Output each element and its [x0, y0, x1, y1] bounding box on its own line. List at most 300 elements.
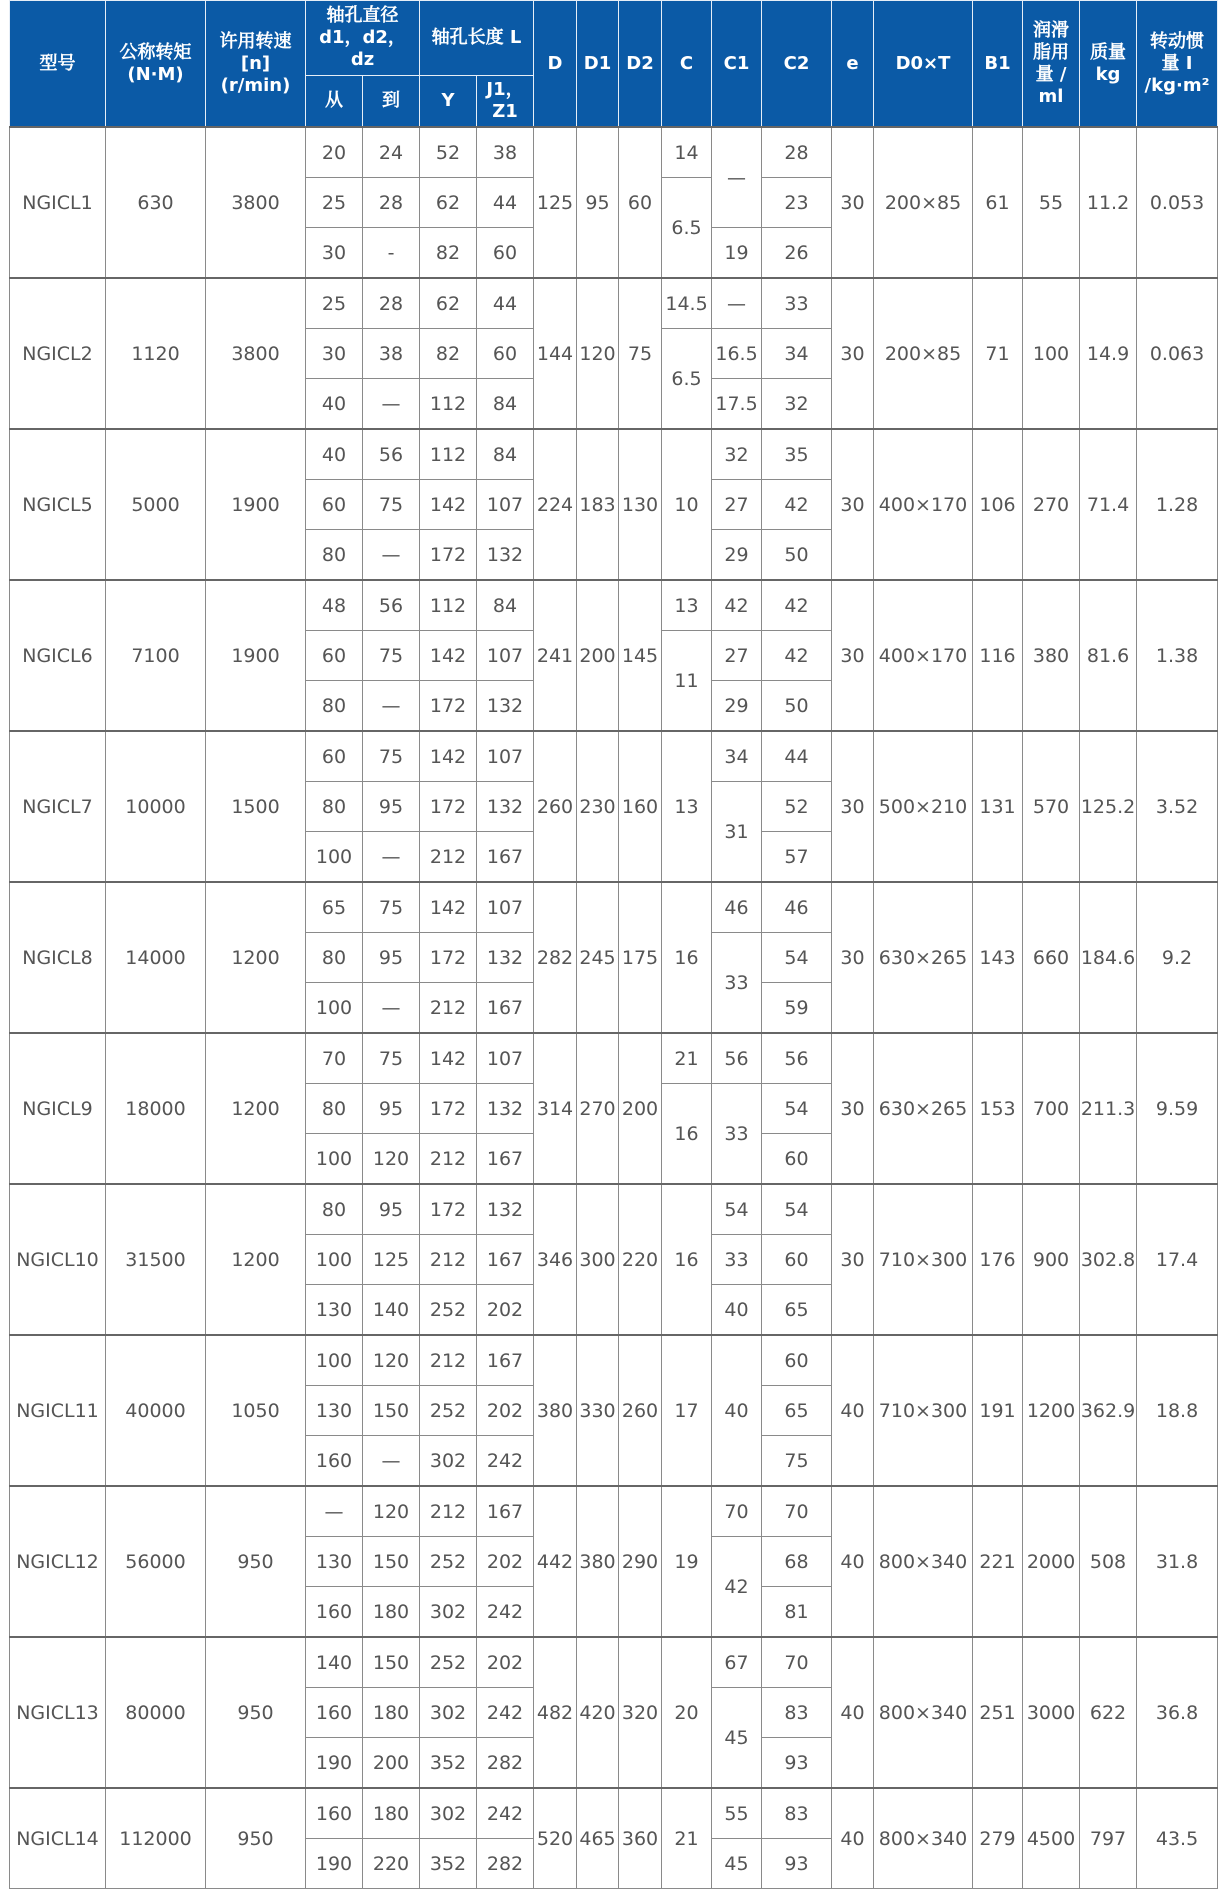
length-J1Z1-cell: 132	[477, 782, 534, 832]
length-Y-cell: 352	[420, 1839, 477, 1889]
grease-cell: 660	[1023, 882, 1080, 1033]
C1-cell: 29	[712, 681, 762, 732]
D-cell: 241	[534, 580, 577, 731]
bore-from-cell: 60	[306, 480, 363, 530]
speed-cell: 1050	[206, 1335, 306, 1486]
bore-to-cell: 95	[363, 782, 420, 832]
bore-from-cell: 48	[306, 580, 363, 631]
C2-cell: 83	[762, 1688, 832, 1738]
D0T-cell: 800×340	[874, 1637, 973, 1788]
length-Y-cell: 172	[420, 681, 477, 732]
length-J1Z1-cell: 167	[477, 983, 534, 1034]
bore-from-cell: 80	[306, 681, 363, 732]
coupling-spec-table	[9, 0, 1218, 1889]
model-cell: NGICL5	[10, 429, 106, 580]
bore-to-cell: 56	[363, 429, 420, 480]
C-cell: 20	[662, 1637, 712, 1788]
D2-cell: 220	[619, 1184, 662, 1335]
bore-from-cell: 80	[306, 530, 363, 581]
length-Y-cell: 112	[420, 379, 477, 430]
length-J1Z1-cell: 242	[477, 1688, 534, 1738]
length-Y-cell: 302	[420, 1788, 477, 1839]
length-J1Z1-cell: 107	[477, 1033, 534, 1084]
C1-cell: 45	[712, 1688, 762, 1789]
length-Y-cell: 212	[420, 1134, 477, 1185]
C-cell: 19	[662, 1486, 712, 1637]
bore-to-cell: 28	[363, 178, 420, 228]
grease-cell: 3000	[1023, 1637, 1080, 1788]
length-J1Z1-cell: 167	[477, 1235, 534, 1285]
C2-cell: 28	[762, 127, 832, 178]
bore-from-cell: 80	[306, 1084, 363, 1134]
torque-cell: 40000	[106, 1335, 206, 1486]
C-cell: 11	[662, 631, 712, 732]
grease-cell: 570	[1023, 731, 1080, 882]
D-cell: 380	[534, 1335, 577, 1486]
bore-from-cell: 190	[306, 1738, 363, 1789]
length-J1Z1-cell: 167	[477, 1134, 534, 1185]
speed-cell: 3800	[206, 127, 306, 278]
B1-cell: 143	[973, 882, 1023, 1033]
inertia-cell: 3.52	[1137, 731, 1218, 882]
model-cell: NGICL11	[10, 1335, 106, 1486]
D1-cell: 245	[577, 882, 619, 1033]
model-cell: NGICL8	[10, 882, 106, 1033]
speed-cell: 950	[206, 1637, 306, 1788]
C1-cell: —	[712, 278, 762, 329]
bore-from-cell: 30	[306, 329, 363, 379]
mass-cell: 362.9	[1080, 1335, 1137, 1486]
inertia-cell: 18.8	[1137, 1335, 1218, 1486]
header-Y: Y	[420, 76, 477, 128]
header-mass: 质量 kg	[1080, 1, 1137, 128]
e-cell: 30	[832, 882, 874, 1033]
C1-cell: 32	[712, 429, 762, 480]
length-J1Z1-cell: 60	[477, 228, 534, 279]
length-Y-cell: 112	[420, 429, 477, 480]
C2-cell: 70	[762, 1637, 832, 1688]
D2-cell: 175	[619, 882, 662, 1033]
header-inertia: 转动惯 量 I /kg·m²	[1137, 1, 1218, 128]
bore-from-cell: 100	[306, 1335, 363, 1386]
grease-cell: 4500	[1023, 1788, 1080, 1889]
bore-to-cell: 75	[363, 631, 420, 681]
C1-cell: 16.5	[712, 329, 762, 379]
C2-cell: 54	[762, 1084, 832, 1134]
length-J1Z1-cell: 132	[477, 530, 534, 581]
D1-cell: 380	[577, 1486, 619, 1637]
length-J1Z1-cell: 202	[477, 1537, 534, 1587]
C1-cell: 70	[712, 1486, 762, 1537]
C2-cell: 70	[762, 1486, 832, 1537]
bore-from-cell: 130	[306, 1285, 363, 1336]
bore-from-cell: 160	[306, 1788, 363, 1839]
length-J1Z1-cell: 242	[477, 1587, 534, 1638]
bore-from-cell: —	[306, 1486, 363, 1537]
length-J1Z1-cell: 167	[477, 1486, 534, 1537]
header-B1: B1	[973, 1, 1023, 128]
length-J1Z1-cell: 132	[477, 1084, 534, 1134]
speed-cell: 1200	[206, 1033, 306, 1184]
model-cell: NGICL1	[10, 127, 106, 278]
length-J1Z1-cell: 132	[477, 1184, 534, 1235]
B1-cell: 131	[973, 731, 1023, 882]
model-cell: NGICL6	[10, 580, 106, 731]
D1-cell: 330	[577, 1335, 619, 1486]
length-Y-cell: 62	[420, 278, 477, 329]
bore-from-cell: 130	[306, 1386, 363, 1436]
length-Y-cell: 172	[420, 1084, 477, 1134]
bore-to-cell: 75	[363, 882, 420, 933]
length-J1Z1-cell: 107	[477, 731, 534, 782]
grease-cell: 2000	[1023, 1486, 1080, 1637]
bore-to-cell: 24	[363, 127, 420, 178]
length-Y-cell: 252	[420, 1537, 477, 1587]
e-cell: 30	[832, 580, 874, 731]
bore-from-cell: 20	[306, 127, 363, 178]
C1-cell: 54	[712, 1184, 762, 1235]
bore-from-cell: 40	[306, 429, 363, 480]
model-cell: NGICL14	[10, 1788, 106, 1889]
length-Y-cell: 252	[420, 1637, 477, 1688]
bore-from-cell: 100	[306, 832, 363, 883]
C-cell: 13	[662, 731, 712, 882]
D2-cell: 260	[619, 1335, 662, 1486]
speed-cell: 1900	[206, 429, 306, 580]
C2-cell: 68	[762, 1537, 832, 1587]
C-cell: 6.5	[662, 329, 712, 430]
bore-from-cell: 160	[306, 1436, 363, 1487]
bore-to-cell: —	[363, 530, 420, 581]
C1-cell: 34	[712, 731, 762, 782]
C-cell: 10	[662, 429, 712, 580]
e-cell: 30	[832, 1033, 874, 1184]
bore-to-cell: 56	[363, 580, 420, 631]
length-Y-cell: 252	[420, 1285, 477, 1336]
D0T-cell: 400×170	[874, 580, 973, 731]
header-e: e	[832, 1, 874, 128]
C2-cell: 60	[762, 1235, 832, 1285]
C1-cell: 40	[712, 1285, 762, 1336]
table-row	[10, 429, 1218, 480]
bore-to-cell: 38	[363, 329, 420, 379]
header-model: 型号	[10, 1, 106, 128]
torque-cell: 80000	[106, 1637, 206, 1788]
D2-cell: 145	[619, 580, 662, 731]
model-cell: NGICL7	[10, 731, 106, 882]
speed-cell: 1200	[206, 1184, 306, 1335]
bore-to-cell: 95	[363, 1184, 420, 1235]
C-cell: 17	[662, 1335, 712, 1486]
inertia-cell: 0.063	[1137, 278, 1218, 429]
grease-cell: 100	[1023, 278, 1080, 429]
bore-to-cell: 180	[363, 1788, 420, 1839]
bore-from-cell: 80	[306, 782, 363, 832]
length-Y-cell: 212	[420, 832, 477, 883]
mass-cell: 302.8	[1080, 1184, 1137, 1335]
C2-cell: 75	[762, 1436, 832, 1487]
D0T-cell: 200×85	[874, 127, 973, 278]
mass-cell: 622	[1080, 1637, 1137, 1788]
bore-from-cell: 65	[306, 882, 363, 933]
speed-cell: 1500	[206, 731, 306, 882]
torque-cell: 5000	[106, 429, 206, 580]
C2-cell: 42	[762, 580, 832, 631]
C2-cell: 42	[762, 631, 832, 681]
bore-from-cell: 25	[306, 178, 363, 228]
D1-cell: 300	[577, 1184, 619, 1335]
C2-cell: 54	[762, 1184, 832, 1235]
C2-cell: 44	[762, 731, 832, 782]
C2-cell: 65	[762, 1386, 832, 1436]
C1-cell: 33	[712, 1235, 762, 1285]
header-bore-length: 轴孔长度 L	[420, 1, 534, 76]
model-cell: NGICL2	[10, 278, 106, 429]
e-cell: 30	[832, 278, 874, 429]
D1-cell: 270	[577, 1033, 619, 1184]
bore-to-cell: 150	[363, 1537, 420, 1587]
speed-cell: 3800	[206, 278, 306, 429]
D-cell: 442	[534, 1486, 577, 1637]
length-Y-cell: 142	[420, 1033, 477, 1084]
header-D2: D2	[619, 1, 662, 128]
table-row	[10, 1335, 1218, 1386]
bore-to-cell: 200	[363, 1738, 420, 1789]
C1-cell: 56	[712, 1033, 762, 1084]
bore-from-cell: 190	[306, 1839, 363, 1889]
table-row	[10, 1033, 1218, 1084]
mass-cell: 11.2	[1080, 127, 1137, 278]
bore-from-cell: 100	[306, 1134, 363, 1185]
C1-cell: 27	[712, 631, 762, 681]
header-C: C	[662, 1, 712, 128]
D-cell: 314	[534, 1033, 577, 1184]
C2-cell: 60	[762, 1134, 832, 1185]
table-row	[10, 1184, 1218, 1235]
length-Y-cell: 172	[420, 530, 477, 581]
bore-to-cell: 75	[363, 1033, 420, 1084]
C2-cell: 59	[762, 983, 832, 1034]
D0T-cell: 710×300	[874, 1335, 973, 1486]
B1-cell: 153	[973, 1033, 1023, 1184]
C2-cell: 93	[762, 1839, 832, 1889]
C-cell: 21	[662, 1033, 712, 1084]
C2-cell: 57	[762, 832, 832, 883]
bore-to-cell: 75	[363, 480, 420, 530]
length-J1Z1-cell: 38	[477, 127, 534, 178]
bore-from-cell: 160	[306, 1587, 363, 1638]
bore-from-cell: 25	[306, 278, 363, 329]
C1-cell: 33	[712, 933, 762, 1034]
length-Y-cell: 172	[420, 782, 477, 832]
torque-cell: 1120	[106, 278, 206, 429]
grease-cell: 1200	[1023, 1335, 1080, 1486]
D0T-cell: 800×340	[874, 1788, 973, 1889]
header-from: 从	[306, 76, 363, 128]
D1-cell: 200	[577, 580, 619, 731]
e-cell: 30	[832, 731, 874, 882]
D0T-cell: 800×340	[874, 1486, 973, 1637]
length-J1Z1-cell: 84	[477, 580, 534, 631]
length-Y-cell: 212	[420, 1235, 477, 1285]
C-cell: 21	[662, 1788, 712, 1889]
C1-cell: 67	[712, 1637, 762, 1688]
C-cell: 14	[662, 127, 712, 178]
C-cell: 16	[662, 1084, 712, 1185]
D2-cell: 200	[619, 1033, 662, 1184]
bore-to-cell: -	[363, 228, 420, 279]
D2-cell: 60	[619, 127, 662, 278]
mass-cell: 184.6	[1080, 882, 1137, 1033]
length-Y-cell: 142	[420, 731, 477, 782]
length-Y-cell: 82	[420, 228, 477, 279]
bore-to-cell: —	[363, 1436, 420, 1487]
C-cell: 16	[662, 1184, 712, 1335]
table-row	[10, 1637, 1218, 1688]
length-Y-cell: 142	[420, 480, 477, 530]
length-Y-cell: 302	[420, 1436, 477, 1487]
model-cell: NGICL9	[10, 1033, 106, 1184]
mass-cell: 14.9	[1080, 278, 1137, 429]
model-cell: NGICL12	[10, 1486, 106, 1637]
C2-cell: 50	[762, 681, 832, 732]
length-J1Z1-cell: 202	[477, 1386, 534, 1436]
D-cell: 282	[534, 882, 577, 1033]
mass-cell: 508	[1080, 1486, 1137, 1637]
bore-to-cell: 120	[363, 1335, 420, 1386]
bore-to-cell: 120	[363, 1486, 420, 1537]
B1-cell: 106	[973, 429, 1023, 580]
bore-to-cell: —	[363, 832, 420, 883]
bore-from-cell: 80	[306, 1184, 363, 1235]
length-Y-cell: 212	[420, 1486, 477, 1537]
bore-from-cell: 100	[306, 983, 363, 1034]
model-cell: NGICL10	[10, 1184, 106, 1335]
length-Y-cell: 82	[420, 329, 477, 379]
bore-to-cell: 180	[363, 1587, 420, 1638]
C1-cell: 45	[712, 1839, 762, 1889]
B1-cell: 71	[973, 278, 1023, 429]
length-Y-cell: 252	[420, 1386, 477, 1436]
length-J1Z1-cell: 84	[477, 379, 534, 430]
D-cell: 346	[534, 1184, 577, 1335]
header-grease: 润滑 脂用 量 / ml	[1023, 1, 1080, 128]
length-J1Z1-cell: 282	[477, 1839, 534, 1889]
torque-cell: 112000	[106, 1788, 206, 1889]
torque-cell: 56000	[106, 1486, 206, 1637]
D2-cell: 130	[619, 429, 662, 580]
e-cell: 30	[832, 127, 874, 278]
length-J1Z1-cell: 202	[477, 1637, 534, 1688]
B1-cell: 176	[973, 1184, 1023, 1335]
C1-cell: 33	[712, 1084, 762, 1185]
inertia-cell: 9.2	[1137, 882, 1218, 1033]
bore-from-cell: 70	[306, 1033, 363, 1084]
C1-cell: 40	[712, 1335, 762, 1486]
D0T-cell: 710×300	[874, 1184, 973, 1335]
C2-cell: 81	[762, 1587, 832, 1638]
C1-cell: 31	[712, 782, 762, 883]
D-cell: 260	[534, 731, 577, 882]
D-cell: 144	[534, 278, 577, 429]
C2-cell: 65	[762, 1285, 832, 1336]
torque-cell: 31500	[106, 1184, 206, 1335]
C2-cell: 23	[762, 178, 832, 228]
C1-cell: 29	[712, 530, 762, 581]
D2-cell: 75	[619, 278, 662, 429]
header-C1: C1	[712, 1, 762, 128]
bore-to-cell: 150	[363, 1386, 420, 1436]
B1-cell: 61	[973, 127, 1023, 278]
e-cell: 40	[832, 1335, 874, 1486]
length-J1Z1-cell: 107	[477, 480, 534, 530]
inertia-cell: 17.4	[1137, 1184, 1218, 1335]
inertia-cell: 31.8	[1137, 1486, 1218, 1637]
C2-cell: 60	[762, 1335, 832, 1386]
grease-cell: 55	[1023, 127, 1080, 278]
table-header	[10, 1, 1218, 128]
D-cell: 224	[534, 429, 577, 580]
C2-cell: 83	[762, 1788, 832, 1839]
torque-cell: 14000	[106, 882, 206, 1033]
e-cell: 30	[832, 429, 874, 580]
C1-cell: 27	[712, 480, 762, 530]
e-cell: 40	[832, 1788, 874, 1889]
torque-cell: 7100	[106, 580, 206, 731]
C1-cell: 42	[712, 1537, 762, 1638]
mass-cell: 81.6	[1080, 580, 1137, 731]
length-J1Z1-cell: 84	[477, 429, 534, 480]
length-Y-cell: 172	[420, 1184, 477, 1235]
C-cell: 16	[662, 882, 712, 1033]
length-J1Z1-cell: 132	[477, 933, 534, 983]
table-row	[10, 1788, 1218, 1839]
length-J1Z1-cell: 107	[477, 631, 534, 681]
length-Y-cell: 62	[420, 178, 477, 228]
B1-cell: 251	[973, 1637, 1023, 1788]
C2-cell: 93	[762, 1738, 832, 1789]
e-cell: 40	[832, 1637, 874, 1788]
D2-cell: 320	[619, 1637, 662, 1788]
e-cell: 40	[832, 1486, 874, 1637]
header-speed: 许用转速 [n] (r/min)	[206, 1, 306, 128]
header-torque: 公称转矩 (N·M)	[106, 1, 206, 128]
C-cell: 14.5	[662, 278, 712, 329]
header-to: 到	[363, 76, 420, 128]
length-Y-cell: 172	[420, 933, 477, 983]
D0T-cell: 200×85	[874, 278, 973, 429]
speed-cell: 950	[206, 1486, 306, 1637]
grease-cell: 900	[1023, 1184, 1080, 1335]
bore-to-cell: 120	[363, 1134, 420, 1185]
length-Y-cell: 142	[420, 631, 477, 681]
bore-to-cell: 220	[363, 1839, 420, 1889]
bore-from-cell: 30	[306, 228, 363, 279]
header-C2: C2	[762, 1, 832, 128]
length-Y-cell: 112	[420, 580, 477, 631]
length-Y-cell: 52	[420, 127, 477, 178]
header-D: D	[534, 1, 577, 128]
D2-cell: 160	[619, 731, 662, 882]
length-Y-cell: 302	[420, 1688, 477, 1738]
bore-from-cell: 60	[306, 631, 363, 681]
D1-cell: 465	[577, 1788, 619, 1889]
inertia-cell: 43.5	[1137, 1788, 1218, 1889]
C1-cell: 55	[712, 1788, 762, 1839]
length-Y-cell: 142	[420, 882, 477, 933]
C2-cell: 46	[762, 882, 832, 933]
bore-to-cell: 150	[363, 1637, 420, 1688]
